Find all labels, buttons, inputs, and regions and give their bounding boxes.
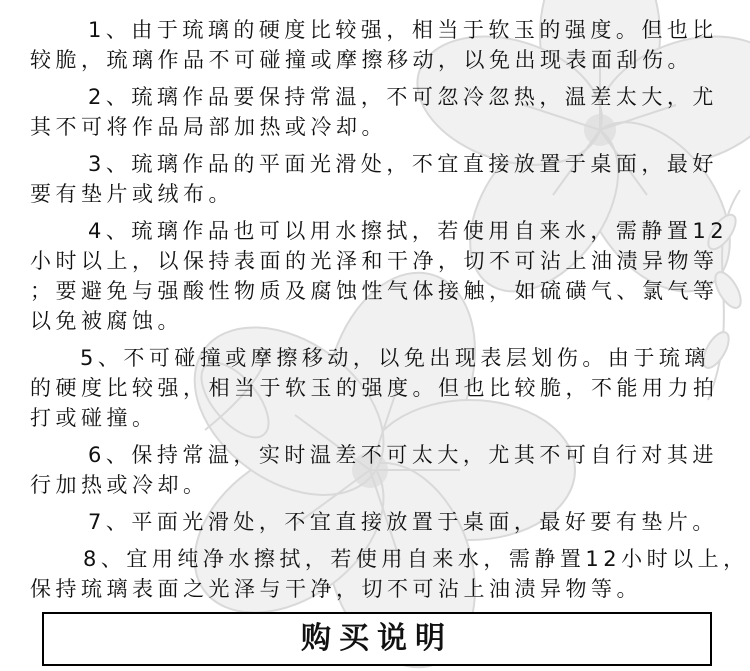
instruction-line: 以免被腐蚀。 bbox=[30, 309, 183, 333]
instruction-line: 3、琉璃作品的平面光滑处，不宜直接放置于桌面，最好 bbox=[88, 152, 718, 176]
instruction-item-3 bbox=[30, 149, 730, 209]
instruction-line: 2、琉璃作品要保持常温，不可忽冷忽热，温差太大，尤 bbox=[88, 85, 718, 109]
instruction-line: 5、不可碰撞或摩擦移动，以免出现表层划伤。由于琉璃 bbox=[80, 346, 710, 370]
instruction-line: 要有垫片或绒布。 bbox=[30, 182, 234, 206]
instruction-item-4 bbox=[30, 216, 730, 336]
instruction-line: 保持琉璃表面之光泽与干净，切不可沾上油渍异物等。 bbox=[30, 577, 642, 601]
care-instructions-list bbox=[30, 15, 749, 611]
instruction-line: 4、琉璃作品也可以用水擦拭，若使用自来水，需静置12 bbox=[88, 219, 729, 243]
instruction-line: 8、宜用纯净水擦拭，若使用自来水，需静置12小时以上， bbox=[83, 547, 749, 571]
banner-title: 购买说明 bbox=[301, 621, 453, 656]
instruction-line: 打或碰撞。 bbox=[30, 406, 158, 430]
instruction-line: 行加热或冷却。 bbox=[30, 473, 209, 497]
instruction-item-1 bbox=[30, 15, 730, 75]
instruction-line: 6、保持常温，实时温差不可太大，尤其不可自行对其进 bbox=[88, 443, 718, 467]
instruction-line: 7、平面光滑处，不宜直接放置于桌面，最好要有垫片。 bbox=[88, 510, 718, 534]
instruction-item-5 bbox=[30, 343, 730, 433]
instruction-line: 小时以上，以保持表面的光泽和干净，切不可沾上油渍异物等 bbox=[30, 249, 719, 273]
purchase-notes-banner bbox=[42, 612, 712, 666]
instruction-line: 1、由于琉璃的硬度比较强，相当于软玉的强度。但也比 bbox=[88, 18, 718, 42]
instruction-line: ；要避免与强酸性物质及腐蚀性气体接触，如硫磺气、氯气等 bbox=[30, 279, 719, 303]
instruction-item-2 bbox=[30, 82, 730, 142]
instruction-line: 其不可将作品局部加热或冷却。 bbox=[30, 115, 387, 139]
instruction-item-8 bbox=[30, 544, 749, 604]
instruction-item-6 bbox=[30, 440, 730, 500]
instruction-line: 的硬度比较强，相当于软玉的强度。但也比较脆，不能用力拍 bbox=[30, 376, 719, 400]
instruction-item-7 bbox=[30, 507, 730, 537]
instruction-line: 较脆，琉璃作品不可碰撞或摩擦移动，以免出现表面刮伤。 bbox=[30, 48, 693, 72]
